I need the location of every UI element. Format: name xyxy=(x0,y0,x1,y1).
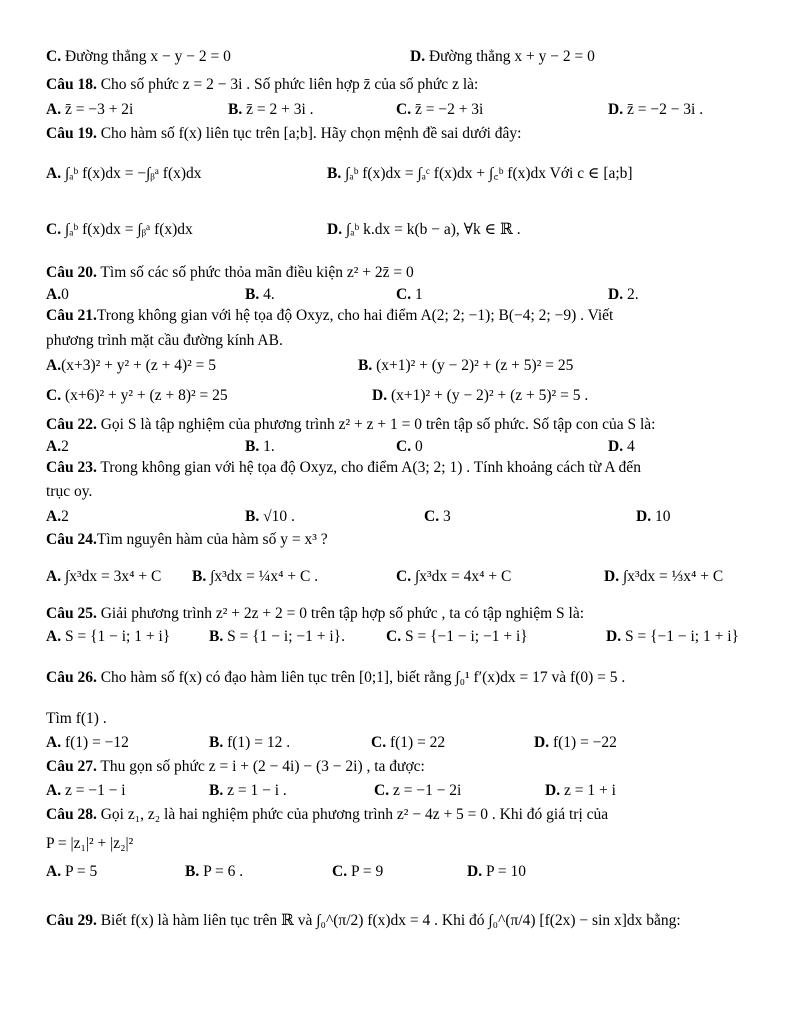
answer-option xyxy=(46,220,193,240)
text-line xyxy=(46,331,283,351)
content: z̄ = −2 − 3i . xyxy=(623,101,704,118)
content: z = 1 + i xyxy=(560,782,616,799)
content: ∫ₐᵇ k.dx = k(b − a), ∀k ∈ ℝ . xyxy=(342,221,521,238)
answer-option xyxy=(608,100,703,120)
answer-option xyxy=(209,733,290,753)
content: S = {−1 − i; −1 + i} xyxy=(401,628,528,645)
answer-option xyxy=(358,356,573,376)
answer-option xyxy=(386,627,528,647)
label: B. xyxy=(245,508,260,525)
text-line xyxy=(46,709,107,729)
content: Biết f(x) là hàm liên tục trên ℝ và ∫₀^(π/2) f(x)dx = 4 . Khi đó ∫₀^(π/4) [f(2x) − sin x]dx bằng: xyxy=(96,912,681,929)
answer-option xyxy=(608,437,635,457)
text-line xyxy=(46,834,133,854)
label: Câu 23. xyxy=(46,459,97,476)
answer-option xyxy=(46,164,202,184)
answer-option xyxy=(46,507,69,527)
content: Cho hàm số f(x) liên tục trên [a;b]. Hãy chọn mệnh đề sai dưới đây: xyxy=(96,125,522,142)
label: C. xyxy=(371,734,387,751)
label: A. xyxy=(46,734,62,751)
content: Gọi z₁, z₂ là hai nghiệm phức của phương trình z² − 4z + 5 = 0 . Khi đó giá trị của xyxy=(96,806,609,823)
question-stem xyxy=(46,911,681,931)
answer-option xyxy=(332,862,383,882)
answer-option xyxy=(209,781,287,801)
label: Câu 21. xyxy=(46,307,97,324)
label: C. xyxy=(396,286,412,303)
question-stem xyxy=(46,805,608,825)
answer-option xyxy=(327,164,633,184)
label: C. xyxy=(46,48,62,65)
label: D. xyxy=(608,438,624,455)
question-stem xyxy=(46,124,521,144)
answer-option xyxy=(46,733,129,753)
label: C. xyxy=(396,438,412,455)
answer-option xyxy=(396,437,423,457)
label: Câu 22. xyxy=(46,416,97,433)
label: C. xyxy=(396,101,412,118)
label: A. xyxy=(46,357,62,374)
content: P = |z₁|² + |z₂|² xyxy=(46,835,134,852)
label: B. xyxy=(209,734,224,751)
label: D. xyxy=(545,782,561,799)
label: D. xyxy=(410,48,426,65)
content: ∫x³dx = 4x⁴ + C xyxy=(411,568,512,585)
content: S = {1 − i; 1 + i} xyxy=(61,628,171,645)
content: 1 xyxy=(411,286,423,303)
answer-option xyxy=(185,862,243,882)
content: Giải phương trình z² + 2z + 2 = 0 trên tập hợp số phức , ta có tập nghiệm S là: xyxy=(96,605,585,622)
content: 0 xyxy=(61,286,69,303)
label: Câu 28. xyxy=(46,806,97,823)
label: D. xyxy=(608,101,624,118)
label: Câu 20. xyxy=(46,264,97,281)
answer-option xyxy=(545,781,616,801)
answer-option xyxy=(46,386,228,406)
content: (x+3)² + y² + (z + 4)² = 5 xyxy=(61,357,217,374)
label: Câu 19. xyxy=(46,125,97,142)
content: f(1) = −22 xyxy=(549,734,617,751)
label: A. xyxy=(46,782,62,799)
answer-option xyxy=(372,386,588,406)
label: A. xyxy=(46,863,62,880)
content: 0 xyxy=(411,438,423,455)
label: D. xyxy=(604,568,620,585)
question-stem xyxy=(46,530,328,550)
content: 2 xyxy=(61,438,69,455)
content: trục oy. xyxy=(46,483,93,500)
content: ∫x³dx = ¼x⁴ + C . xyxy=(206,568,319,585)
question-stem xyxy=(46,415,655,435)
answer-option xyxy=(228,100,314,120)
label: A. xyxy=(46,568,62,585)
content: √10 . xyxy=(259,508,295,525)
label: A. xyxy=(46,286,62,303)
label: D. xyxy=(636,508,652,525)
content: 2. xyxy=(623,286,639,303)
content: z = −1 − 2i xyxy=(389,782,462,799)
answer-option xyxy=(46,862,97,882)
answer-option xyxy=(245,507,295,527)
content: z̄ = 2 + 3i . xyxy=(242,101,314,118)
label: D. xyxy=(608,286,624,303)
content: 1. xyxy=(259,438,275,455)
content: Thu gọn số phức z = i + (2 − 4i) − (3 − 2i) , ta được: xyxy=(96,758,425,775)
label: Câu 25. xyxy=(46,605,97,622)
question-stem xyxy=(46,604,584,624)
content: Tìm số các số phức thỏa mãn điều kiện z² + 2z̄ = 0 xyxy=(96,264,414,281)
content: P = 5 xyxy=(61,863,98,880)
label: D. xyxy=(534,734,550,751)
content: 4. xyxy=(259,286,275,303)
label: B. xyxy=(185,863,200,880)
answer-option xyxy=(209,627,345,647)
content: phương trình mặt cầu đường kính AB. xyxy=(46,332,283,349)
answer-option xyxy=(46,100,133,120)
label: Câu 29. xyxy=(46,912,97,929)
answer-option xyxy=(46,47,231,67)
question-stem xyxy=(46,306,613,326)
content: 3 xyxy=(439,508,451,525)
answer-option xyxy=(192,567,318,587)
content: (x+1)² + (y − 2)² + (z + 5)² = 5 . xyxy=(387,387,589,404)
answer-option xyxy=(327,220,521,240)
label: C. xyxy=(386,628,402,645)
label: A. xyxy=(46,438,62,455)
label: B. xyxy=(245,438,260,455)
answer-option xyxy=(410,47,595,67)
content: f(1) = 22 xyxy=(386,734,446,751)
answer-option xyxy=(46,285,69,305)
answer-option xyxy=(606,627,739,647)
label: B. xyxy=(192,568,207,585)
label: C. xyxy=(396,568,412,585)
label: B. xyxy=(245,286,260,303)
answer-option xyxy=(245,437,275,457)
content: P = 10 xyxy=(482,863,526,880)
label: D. xyxy=(372,387,388,404)
label: C. xyxy=(332,863,348,880)
content: (x+6)² + y² + (z + 8)² = 25 xyxy=(61,387,228,404)
question-stem xyxy=(46,668,625,688)
answer-option xyxy=(374,781,461,801)
label: Câu 27. xyxy=(46,758,97,775)
label: Câu 18. xyxy=(46,76,97,93)
content: S = {−1 − i; 1 + i} xyxy=(621,628,739,645)
question-stem xyxy=(46,458,641,478)
answer-option xyxy=(245,285,275,305)
answer-option xyxy=(371,733,445,753)
content: S = {1 − i; −1 + i}. xyxy=(223,628,345,645)
label: C. xyxy=(374,782,390,799)
question-stem xyxy=(46,757,425,777)
content: ∫ₐᵇ f(x)dx = ∫ᵦᵃ f(x)dx xyxy=(61,221,193,238)
label: A. xyxy=(46,508,62,525)
content: Cho số phức z = 2 − 3i . Số phức liên hợp z̄ của số phức z là: xyxy=(96,76,479,93)
content: f(1) = 12 . xyxy=(223,734,291,751)
content: ∫ₐᵇ f(x)dx = −∫ᵦᵃ f(x)dx xyxy=(61,165,202,182)
answer-option xyxy=(534,733,617,753)
label: A. xyxy=(46,165,62,182)
label: D. xyxy=(606,628,622,645)
label: Câu 24. xyxy=(46,531,97,548)
content: z̄ = −2 + 3i xyxy=(411,101,484,118)
answer-option xyxy=(46,356,216,376)
content: Trong không gian với hệ tọa độ Oxyz, cho điểm A(3; 2; 1) . Tính khoảng cách từ A đến xyxy=(96,459,641,476)
content: P = 6 . xyxy=(199,863,244,880)
label: C. xyxy=(46,387,62,404)
label: C. xyxy=(46,221,62,238)
content: (x+1)² + (y − 2)² + (z + 5)² = 25 xyxy=(372,357,574,374)
answer-option xyxy=(396,567,511,587)
content: ∫x³dx = 3x⁴ + C xyxy=(61,568,162,585)
label: A. xyxy=(46,628,62,645)
content: 2 xyxy=(61,508,69,525)
content: 4 xyxy=(623,438,635,455)
answer-option xyxy=(46,781,126,801)
content: Đường thẳng x + y − 2 = 0 xyxy=(425,48,595,65)
label: C. xyxy=(424,508,440,525)
label: B. xyxy=(228,101,243,118)
content: ∫ₐᵇ f(x)dx = ∫ₐᶜ f(x)dx + ∫꜀ᵇ f(x)dx Với c ∈ [a;b] xyxy=(341,165,633,182)
content: z = −1 − i xyxy=(61,782,126,799)
content: Đường thẳng x − y − 2 = 0 xyxy=(61,48,231,65)
label: B. xyxy=(327,165,342,182)
question-stem xyxy=(46,263,414,283)
answer-option xyxy=(396,100,483,120)
label: Câu 26. xyxy=(46,669,97,686)
content: Cho hàm số f(x) có đạo hàm liên tục trên [0;1], biết rằng ∫₀¹ f′(x)dx = 17 và f(0) = 5 . xyxy=(96,669,626,686)
content: Tìm nguyên hàm của hàm số y = x³ ? xyxy=(96,531,328,548)
question-stem xyxy=(46,75,478,95)
answer-option xyxy=(46,567,161,587)
content: f(1) = −12 xyxy=(61,734,129,751)
answer-option xyxy=(424,507,451,527)
content: Gọi S là tập nghiệm của phương trình z² + z + 1 = 0 trên tập số phức. Số tập con của S là: xyxy=(96,416,656,433)
content: z = 1 − i . xyxy=(223,782,287,799)
label: D. xyxy=(327,221,343,238)
answer-option xyxy=(396,285,423,305)
content: ∫x³dx = ⅓x⁴ + C xyxy=(619,568,724,585)
content: P = 9 xyxy=(347,863,384,880)
answer-option xyxy=(636,507,670,527)
label: B. xyxy=(358,357,373,374)
answer-option xyxy=(46,627,170,647)
answer-option xyxy=(467,862,526,882)
answer-option xyxy=(46,437,69,457)
label: B. xyxy=(209,628,224,645)
content: 10 xyxy=(651,508,671,525)
content: Trong không gian với hệ tọa độ Oxyz, cho hai điểm A(2; 2; −1); B(−4; 2; −9) . Viết xyxy=(96,307,614,324)
label: A. xyxy=(46,101,62,118)
label: D. xyxy=(467,863,483,880)
answer-option xyxy=(608,285,639,305)
answer-option xyxy=(604,567,723,587)
content: z̄ = −3 + 2i xyxy=(61,101,134,118)
label: B. xyxy=(209,782,224,799)
text-line xyxy=(46,482,92,502)
content: Tìm f(1) . xyxy=(46,710,107,727)
